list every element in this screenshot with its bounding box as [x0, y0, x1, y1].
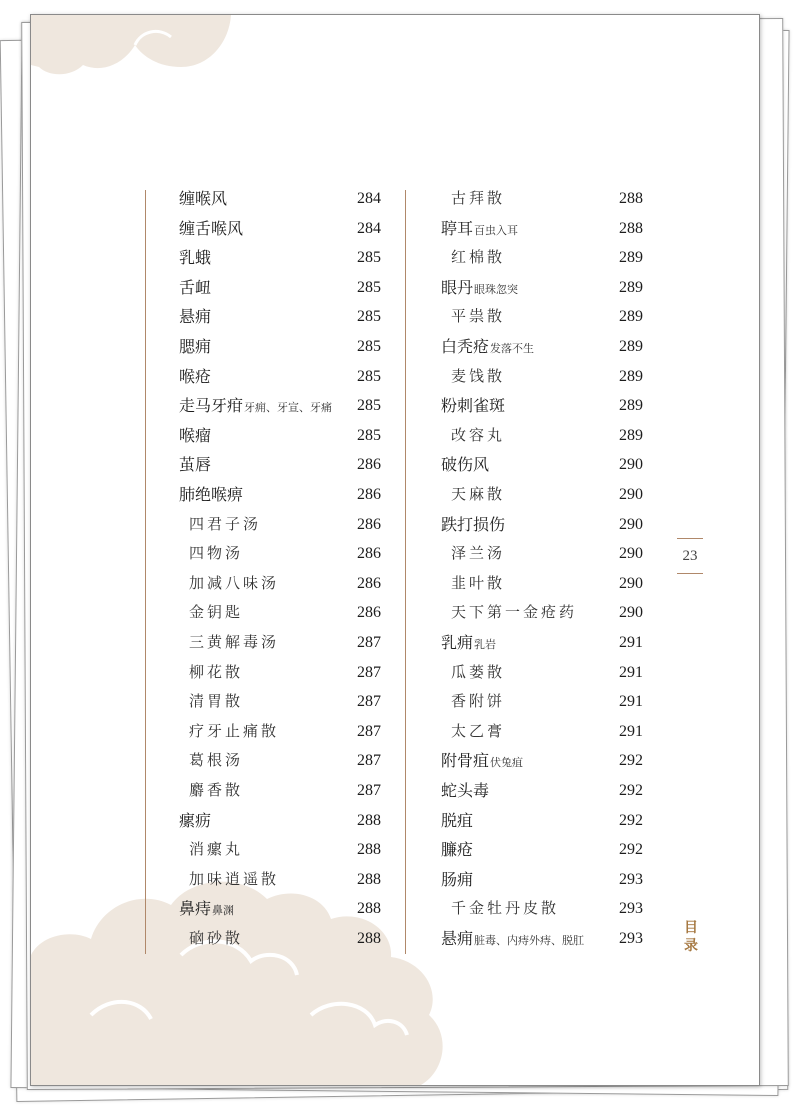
toc-entry[interactable]	[179, 598, 381, 627]
top-cloud-decoration	[31, 15, 231, 85]
toc-entry-page: 291	[619, 722, 643, 740]
toc-entry[interactable]	[441, 243, 643, 272]
toc-entry[interactable]	[441, 865, 643, 894]
toc-entry[interactable]	[441, 332, 643, 361]
toc-entry-page: 292	[619, 811, 643, 829]
toc-entry-title: 喉瘤	[179, 425, 212, 445]
toc-entry-page: 290	[619, 604, 643, 622]
toc-entry-note: 乳岩	[474, 638, 497, 651]
toc-left-column	[179, 184, 381, 954]
toc-entry-page: 288	[357, 841, 381, 859]
toc-entry-page: 286	[357, 515, 381, 533]
toc-entry-title: 茧唇	[179, 455, 212, 475]
toc-entry-title: 改容丸	[451, 425, 506, 444]
toc-entry-note: 脏毒、内痔外痔、脱肛	[474, 934, 585, 947]
toc-entry[interactable]	[441, 687, 643, 716]
toc-entry-title: 葛根汤	[189, 751, 244, 770]
toc-entry-note: 伏兔疽	[490, 756, 524, 770]
toc-entry[interactable]	[441, 776, 643, 805]
toc-entry-title: 瘰疬	[179, 810, 212, 830]
toc-entry-title: 加味逍遥散	[189, 869, 280, 888]
toc-entry-page: 288	[619, 190, 643, 207]
toc-entry[interactable]	[179, 835, 381, 864]
toc-entry-page: 287	[357, 722, 381, 740]
toc-entry-page: 285	[357, 367, 381, 385]
toc-entry-page: 286	[357, 604, 381, 622]
toc-entry-title: 消瘰丸	[189, 840, 244, 859]
toc-entry-page: 286	[357, 574, 381, 592]
toc-entry[interactable]	[179, 806, 381, 835]
toc-entry-page: 289	[619, 278, 643, 296]
toc-entry[interactable]	[179, 243, 381, 272]
toc-entry[interactable]	[441, 273, 643, 302]
toc-entry-note: 百虫入耳	[474, 223, 519, 237]
toc-entry-title: 悬痈	[441, 929, 474, 948]
toc-entry[interactable]	[441, 539, 643, 568]
toc-entry[interactable]	[179, 658, 381, 687]
toc-entry[interactable]	[179, 421, 381, 450]
toc-entry-title: 四物汤	[189, 544, 244, 563]
toc-entry-title: 麦饯散	[451, 366, 506, 385]
toc-entry[interactable]	[179, 273, 381, 302]
toc-entry[interactable]	[179, 184, 381, 213]
toc-entry-page: 286	[357, 486, 381, 503]
toc-entry-title: 太乙膏	[451, 721, 506, 740]
toc-entry-page: 287	[357, 634, 381, 651]
toc-entry-page: 289	[619, 426, 643, 444]
toc-entry-title: 破伤风	[441, 455, 490, 475]
toc-entry-page: 288	[357, 811, 381, 829]
toc-entry-page: 285	[357, 308, 381, 326]
toc-entry-note: 发落不生	[490, 342, 535, 355]
toc-entry-page: 290	[619, 515, 643, 533]
toc-entry[interactable]	[441, 510, 643, 539]
toc-entry-title: 乳蛾	[179, 248, 212, 268]
toc-entry[interactable]	[441, 598, 643, 627]
toc-entry[interactable]	[179, 924, 381, 953]
toc-entry-page: 288	[357, 870, 381, 888]
toc-entry[interactable]	[441, 717, 643, 746]
toc-entry[interactable]	[179, 450, 381, 479]
toc-entry-title: 红棉散	[451, 248, 506, 267]
toc-entry-title: 臁疮	[441, 840, 474, 860]
toc-entry-note: 眼珠忽突	[474, 282, 519, 296]
toc-entry-page: 290	[619, 574, 643, 592]
toc-entry[interactable]	[179, 480, 381, 509]
toc-entry[interactable]	[441, 214, 643, 243]
toc-entry-title: 聤耳	[441, 218, 474, 238]
toc-entry-title: 金钥匙	[189, 603, 244, 622]
toc-entry[interactable]	[179, 391, 381, 420]
toc-entry-title: 缠舌喉风	[179, 218, 244, 238]
toc-entry[interactable]	[441, 894, 643, 923]
toc-entry-page: 285	[357, 426, 381, 444]
toc-entry-page: 290	[619, 545, 643, 563]
toc-entry[interactable]	[179, 332, 381, 361]
toc-entry[interactable]	[179, 894, 381, 923]
toc-entry-title: 四君子汤	[189, 514, 262, 533]
toc-entry-page: 285	[357, 278, 381, 296]
toc-entry-title: 清胃散	[189, 692, 244, 711]
toc-entry-page: 291	[619, 663, 643, 681]
toc-entry-title: 粉刺雀斑	[441, 396, 506, 416]
right-column-rule	[405, 190, 406, 954]
toc-entry[interactable]	[441, 450, 643, 479]
toc-entry-page: 286	[357, 545, 381, 563]
toc-entry-page: 287	[357, 782, 381, 799]
toc-entry-title: 眼丹	[441, 277, 474, 297]
toc-entry[interactable]	[179, 214, 381, 243]
toc-entry[interactable]	[441, 362, 643, 391]
toc-entry-page: 288	[357, 930, 381, 947]
toc-entry-title: 缠喉风	[179, 189, 228, 208]
toc-entry-title: 硇砂散	[189, 929, 244, 947]
toc-entry-note: 鼻渊	[212, 904, 235, 918]
toc-entry-page: 291	[619, 693, 643, 711]
toc-entry[interactable]	[441, 924, 643, 953]
toc-entry[interactable]	[179, 302, 381, 331]
toc-entry-title: 腮痈	[179, 337, 212, 356]
toc-entry[interactable]	[441, 184, 643, 213]
toc-entry-title: 乳痈	[441, 633, 474, 652]
toc-right-column	[441, 184, 643, 954]
toc-entry-page: 290	[619, 486, 643, 503]
toc-entry-page: 291	[619, 634, 643, 651]
toc-entry-page: 285	[357, 397, 381, 415]
toc-entry-title: 走马牙疳	[179, 396, 244, 416]
toc-entry-page: 286	[357, 456, 381, 474]
toc-entry-page: 287	[357, 752, 381, 770]
toc-entry[interactable]	[179, 717, 381, 746]
toc-entry-title: 附骨疽	[441, 751, 490, 771]
toc-entry-page: 289	[619, 338, 643, 355]
toc-entry-page: 289	[619, 367, 643, 385]
toc-entry-title: 肺绝喉痹	[179, 485, 244, 504]
toc-entry-title: 香附饼	[451, 692, 506, 711]
toc-entry[interactable]	[441, 421, 643, 450]
toc-entry-title: 悬痈	[179, 307, 212, 327]
toc-entry[interactable]	[179, 865, 381, 894]
toc-entry-page: 293	[619, 870, 643, 888]
toc-entry-page: 292	[619, 752, 643, 770]
book-page	[30, 14, 760, 1086]
toc-entry[interactable]	[441, 746, 643, 775]
section-label: 目录	[684, 920, 698, 954]
toc-entry[interactable]	[441, 806, 643, 835]
toc-entry[interactable]	[441, 480, 643, 509]
toc-entry-title: 加减八味汤	[189, 573, 280, 592]
toc-entry-page: 288	[619, 219, 643, 237]
toc-entry[interactable]	[441, 569, 643, 598]
toc-entry[interactable]	[179, 362, 381, 391]
toc-entry-title: 千金牡丹皮散	[451, 899, 560, 918]
toc-entry-title: 舌衄	[179, 277, 212, 297]
toc-entry-page: 284	[357, 219, 381, 237]
toc-entry-page: 284	[357, 190, 381, 207]
toc-entry-title: 脱疽	[441, 810, 474, 830]
toc-entry-page: 293	[619, 930, 643, 947]
toc-entry[interactable]	[441, 835, 643, 864]
toc-entry-note: 牙痈、牙宣、牙痛	[244, 401, 333, 415]
toc-entry-title: 肠痈	[441, 869, 474, 889]
toc-entry[interactable]	[441, 302, 643, 331]
toc-entry[interactable]	[179, 746, 381, 775]
toc-entry-title: 古拜散	[451, 189, 506, 207]
toc-entry-page: 289	[619, 308, 643, 326]
toc-entry-page: 289	[619, 249, 643, 267]
toc-entry-page: 290	[619, 456, 643, 474]
toc-entry-page: 293	[619, 900, 643, 918]
page-number: 23	[677, 538, 703, 574]
toc-entry[interactable]	[179, 569, 381, 598]
toc-entry[interactable]	[179, 776, 381, 805]
toc-entry-title: 喉疮	[179, 366, 212, 386]
toc-entry-page: 287	[357, 693, 381, 711]
toc-entry[interactable]	[179, 539, 381, 568]
toc-entry-page: 288	[357, 900, 381, 918]
toc-entry-page: 292	[619, 841, 643, 859]
toc-entry-title: 泽兰汤	[451, 544, 506, 563]
toc-entry-page: 289	[619, 397, 643, 415]
toc-entry-title: 韭叶散	[451, 573, 506, 592]
toc-entry-title: 白秃疮	[441, 337, 490, 356]
toc-entry-title: 瓜蒌散	[451, 662, 506, 681]
toc-entry-title: 蛇头毒	[441, 781, 490, 800]
toc-entry[interactable]	[179, 687, 381, 716]
toc-entry-page: 287	[357, 663, 381, 681]
toc-entry-title: 跌打损伤	[441, 514, 506, 534]
toc-entry-title: 三黄解毒汤	[189, 633, 280, 651]
toc-entry[interactable]	[441, 658, 643, 687]
toc-entry[interactable]	[179, 510, 381, 539]
toc-entry-title: 柳花散	[189, 662, 244, 681]
toc-entry-title: 天麻散	[451, 485, 506, 503]
toc-entry-title: 鼻痔	[179, 899, 212, 919]
toc-entry-page: 292	[619, 782, 643, 799]
left-column-rule	[145, 190, 146, 954]
toc-entry-title: 疗牙止痛散	[189, 721, 280, 740]
toc-entry[interactable]	[179, 628, 381, 657]
toc-entry[interactable]	[441, 391, 643, 420]
toc-entry-title: 麝香散	[189, 781, 244, 799]
toc-entry-page: 285	[357, 338, 381, 355]
toc-entry[interactable]	[441, 628, 643, 657]
toc-entry-title: 天下第一金疮药	[451, 603, 578, 622]
toc-entry-title: 平祟散	[451, 307, 506, 326]
toc-entry-page: 285	[357, 249, 381, 267]
